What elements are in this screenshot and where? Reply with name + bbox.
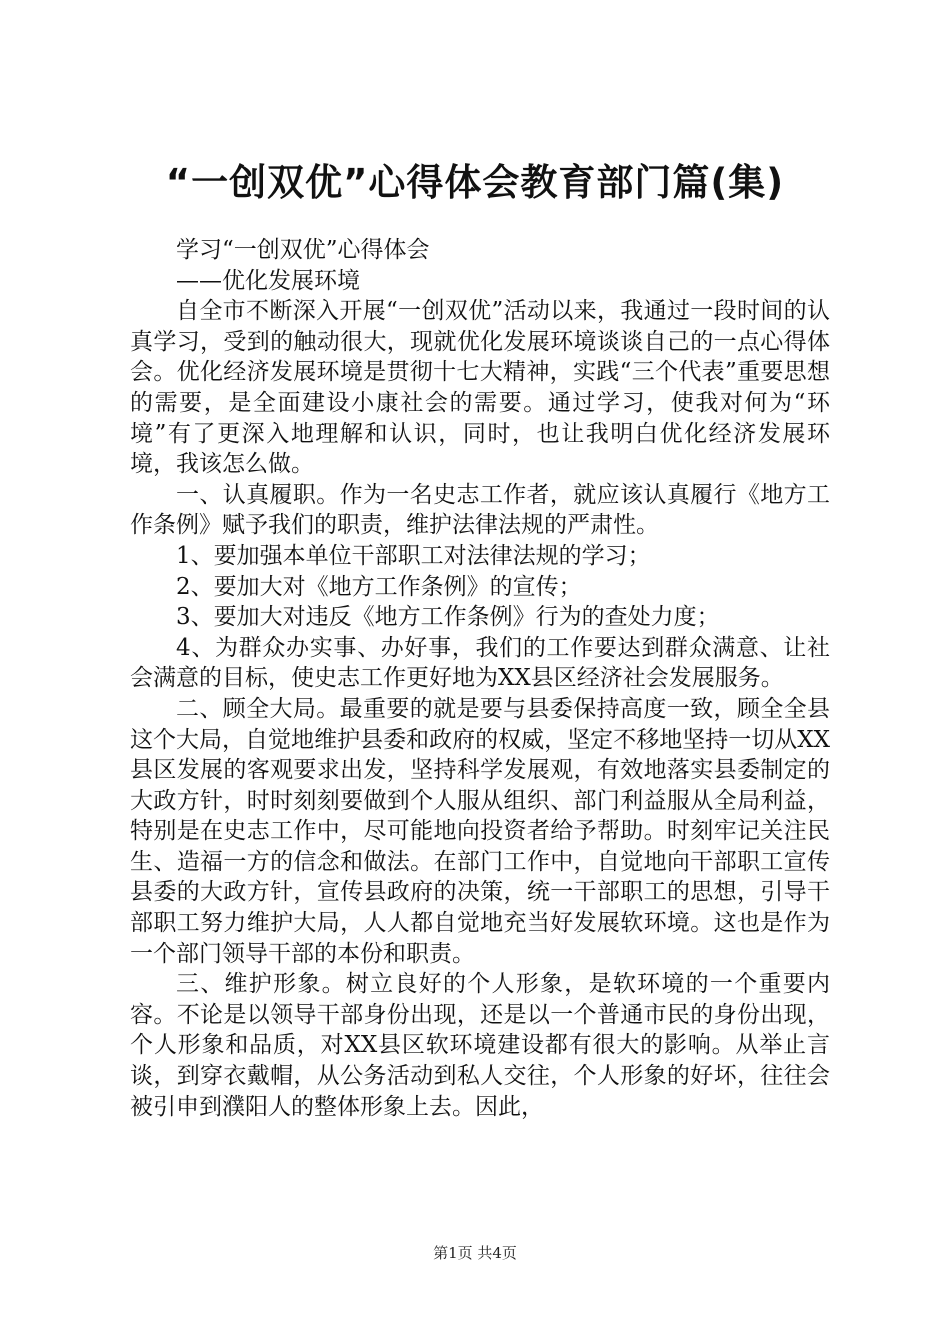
list-item-2: 2、要加大对《地方工作条例》的宣传；: [176, 573, 582, 600]
document-body: [130, 235, 830, 1122]
paragraph-section-3: 三、维护形象。树立良好的个人形象，是软环境的一个重要内容。不论是以领导干部身份出现，还是以一个普通市民的身份出现，个人形象和品质，对XX县区软环境建设都有很大的影响。从举止言谈，到穿衣戴帽，从公务活动到私人交往，个人形象的好坏，往往会被引申到濮阳人的整体形象上去。因此，: [130, 971, 830, 1120]
page-footer: 第1页 共4页: [433, 1244, 517, 1262]
paragraph-section-2: 二、顾全大局。最重要的就是要与县委保持高度一致，顾全全县这个大局，自觉地维护县委和政府的权威，坚定不移地坚持一切从XX县区发展的客观要求出发，坚持科学发展观，有效地落实县委制定的大政方针，时时刻刻要做到个人服从组织、部门利益服从全局利益，特别是在史志工作中，尽可能地向投资者给予帮助。时刻牢记关注民生、造福一方的信念和做法。在部门工作中，自觉地向干部职工宣传县委的大政方针，宣传县政府的决策，统一干部职工的思想，引导干部职工努力维护大局，人人都自觉地充当好发展软环境。这也是作为一个部门领导干部的本份和职责。: [130, 695, 830, 967]
document-subheading: ——优化发展环境: [176, 267, 360, 294]
list-item-4: 4、为群众办实事、办好事，我们的工作要达到群众满意、让社会满意的目标，使史志工作更好地为XX县区经济社会发展服务。: [130, 634, 830, 692]
paragraph-intro: 自全市不断深入开展“一创双优”活动以来，我通过一段时间的认真学习，受到的触动很大，现就优化发展环境谈谈自己的一点心得体会。优化经济发展环境是贯彻十七大精神，实践“三个代表”重要思想的需要，是全面建设小康社会的需要。通过学习，使我对何为“环境”有了更深入地理解和认识，同时，也让我明白优化经济发展环境，我该怎么做。: [130, 298, 830, 478]
document-title: “一创双优”心得体会教育部门篇(集): [165, 161, 785, 204]
paragraph-section-1: 一、认真履职。作为一名史志工作者，就应该认真履行《地方工作条例》赋予我们的职责，维护法律法规的严肃性。: [130, 481, 830, 539]
list-item-3: 3、要加大对违反《地方工作条例》行为的查处力度；: [176, 604, 720, 631]
list-item-1: 1、要加强本单位干部职工对法律法规的学习；: [176, 542, 651, 569]
document-subtitle: 学习“一创双优”心得体会: [176, 237, 430, 263]
